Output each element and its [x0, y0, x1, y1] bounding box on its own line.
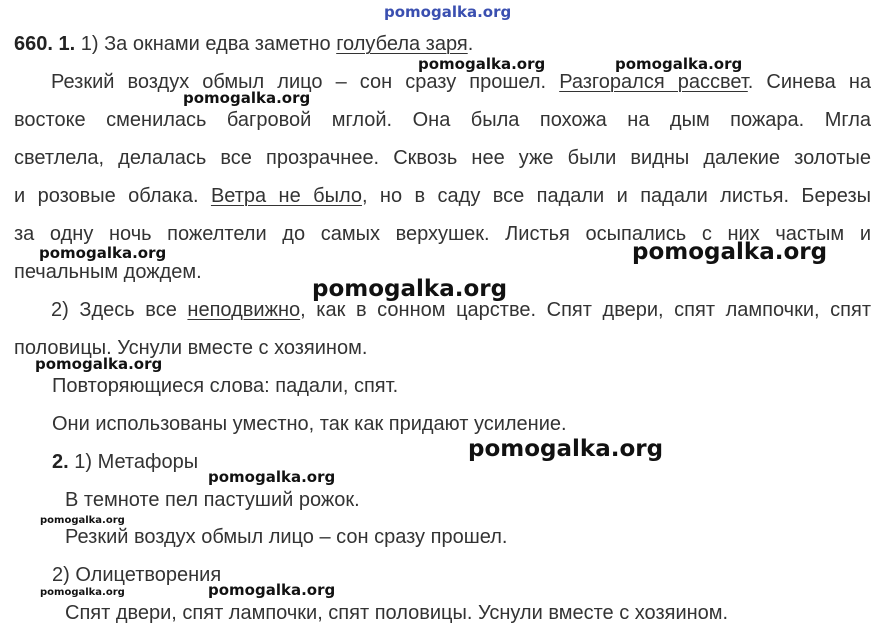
watermark: pomogalka.org: [615, 55, 743, 73]
exercise-heading-line: [14, 32, 871, 56]
watermark: pomogalka.org: [468, 436, 664, 462]
watermark: pomogalka.org: [183, 89, 311, 107]
paragraph-line: половицы. Уснули вместе с хозяином.: [14, 337, 368, 359]
watermark: pomogalka.org: [39, 244, 167, 262]
section-label: 1) Метафоры: [74, 451, 199, 473]
watermark: pomogalka.org: [35, 355, 163, 373]
paragraph-line: востоке сменилась багровой мглой. Она была похожа на дым пожара. Мгла: [14, 109, 871, 131]
paragraph-line: Повторяющиеся слова: падали, спят.: [52, 375, 399, 397]
watermark: pomogalka.org: [208, 468, 336, 486]
watermark: pomogalka.org: [632, 239, 828, 265]
paragraph-line: светлела, делалась все прозрачнее. Сквозь нее уже были видны далекие золотые: [14, 147, 871, 169]
underlined-phrase: Разгорался рассвет: [559, 71, 748, 93]
watermark: pomogalka.org: [312, 276, 508, 302]
paragraph-line: за одну ночь пожелтели до самых верхушек. Листья осыпались с них частым и: [14, 223, 871, 245]
paragraph-line: печальным дождем.: [14, 261, 202, 283]
paragraph-line: 2) Здесь все неподвижно, как в сонном царстве. Спят двери, спят лампочки, спят: [51, 299, 871, 321]
watermark: pomogalka.org: [40, 587, 125, 598]
part-1-marker: 1.: [58, 33, 76, 55]
example-line: Резкий воздух обмыл лицо – сон сразу прошел.: [65, 526, 508, 548]
example-line: Спят двери, спят лампочки, спят половицы. Уснули вместе с хозяином.: [65, 602, 729, 624]
exercise-number: 660.: [14, 33, 53, 55]
watermark-top: pomogalka.org: [384, 3, 512, 21]
underlined-phrase: Ветра не было: [210, 185, 362, 207]
part-2-marker: 2.: [52, 451, 69, 473]
underlined-phrase: голубела заря: [336, 33, 468, 55]
text-segment: 1) За окнами едва заметно: [80, 33, 337, 55]
watermark: pomogalka.org: [208, 581, 336, 599]
watermark: pomogalka.org: [418, 55, 546, 73]
text-segment: .: [467, 33, 474, 55]
paragraph-line: Они использованы уместно, так как придают усиление.: [52, 413, 567, 435]
paragraph-line: Резкий воздух обмыл лицо – сон сразу прошел. Разгорался рассвет. Синева на: [51, 71, 871, 93]
watermark: pomogalka.org: [40, 515, 125, 526]
paragraph-line: и розовые облака. Ветра не было, но в саду все падали и падали листья. Березы: [14, 185, 871, 207]
section-label: 2) Олицетворения: [52, 564, 222, 586]
underlined-phrase: неподвижно: [187, 299, 301, 321]
example-line: В темноте пел пастуший рожок.: [65, 489, 360, 511]
